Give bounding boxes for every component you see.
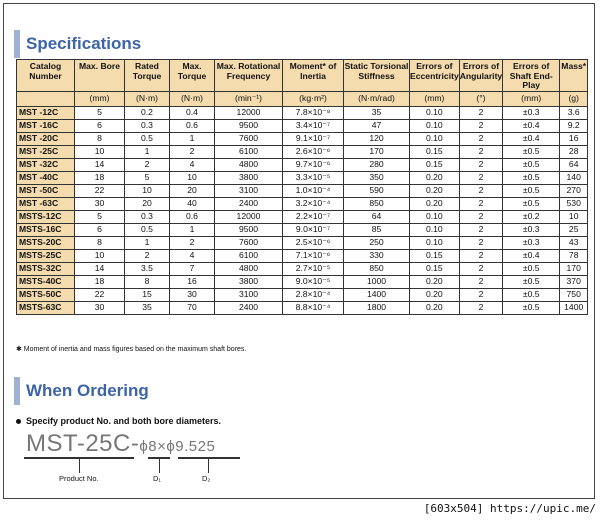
product-no-label: Product No. xyxy=(59,474,99,483)
table-cell: 8.8×10⁻⁴ xyxy=(283,301,344,314)
table-cell: 0.3 xyxy=(125,119,170,132)
document-page xyxy=(3,3,595,499)
table-cell: 1 xyxy=(170,223,215,236)
table-row xyxy=(17,132,588,145)
table-cell: 330 xyxy=(344,249,410,262)
table-cell: 3.3×10⁻⁵ xyxy=(283,171,344,184)
column-header: Moment* of Inertia xyxy=(283,60,344,92)
table-cell: 64 xyxy=(344,210,410,223)
table-cell: 0.20 xyxy=(410,197,460,210)
table-cell: 4800 xyxy=(215,158,283,171)
table-cell: 43 xyxy=(560,236,588,249)
table-cell: 20 xyxy=(125,197,170,210)
catalog-number-cell: MSTS-12C xyxy=(17,210,75,223)
table-cell: 0.6 xyxy=(170,210,215,223)
table-cell: 0.20 xyxy=(410,301,460,314)
catalog-number-cell: MSTS-25C xyxy=(17,249,75,262)
table-cell: 2.7×10⁻⁵ xyxy=(283,262,344,275)
table-cell: 18 xyxy=(75,275,125,288)
table-cell: 14 xyxy=(75,158,125,171)
table-cell: ±0.5 xyxy=(503,145,560,158)
catalog-number-cell: MST -63C xyxy=(17,197,75,210)
table-cell: ±0.5 xyxy=(503,301,560,314)
table-cell: 8 xyxy=(75,236,125,249)
heading-accent-bar xyxy=(14,377,20,405)
table-cell: 2 xyxy=(125,158,170,171)
table-footnote: ✱ Moment of inertia and mass figures based on the maximum shaft bores. xyxy=(16,346,247,353)
table-cell: 2400 xyxy=(215,197,283,210)
column-unit: (N·m) xyxy=(170,91,215,106)
table-cell: 10 xyxy=(560,210,588,223)
table-cell: 1000 xyxy=(344,275,410,288)
table-cell: 3800 xyxy=(215,171,283,184)
table-cell: 6 xyxy=(75,223,125,236)
table-cell: 6100 xyxy=(215,145,283,158)
table-cell: 70 xyxy=(170,301,215,314)
heading-accent-bar xyxy=(14,30,20,58)
table-cell: ±0.4 xyxy=(503,119,560,132)
table-cell: 350 xyxy=(344,171,410,184)
column-unit: (min⁻¹) xyxy=(215,91,283,106)
table-cell: 16 xyxy=(170,275,215,288)
instruction-text: Specify product No. and both bore diameters. xyxy=(26,416,222,426)
table-row xyxy=(17,171,588,184)
table-cell: 0.6 xyxy=(170,119,215,132)
table-cell: 3.2×10⁻⁴ xyxy=(283,197,344,210)
table-cell: 170 xyxy=(560,262,588,275)
table-cell: 2400 xyxy=(215,301,283,314)
table-row xyxy=(17,184,588,197)
table-cell: 5 xyxy=(125,171,170,184)
table-cell: 170 xyxy=(344,145,410,158)
table-cell: 530 xyxy=(560,197,588,210)
table-cell: 10 xyxy=(75,249,125,262)
table-cell: 8 xyxy=(125,275,170,288)
table-cell: ±0.3 xyxy=(503,223,560,236)
table-cell: 40 xyxy=(170,197,215,210)
table-row xyxy=(17,301,588,314)
column-unit: (mm) xyxy=(75,91,125,106)
column-header: Max. Rotational Frequency xyxy=(215,60,283,92)
table-cell: 2 xyxy=(459,210,502,223)
table-cell: 22 xyxy=(75,184,125,197)
table-cell: 2 xyxy=(459,288,502,301)
table-cell: 14 xyxy=(75,262,125,275)
table-cell: 7.8×10⁻⁸ xyxy=(283,106,344,119)
d1-leader xyxy=(159,459,160,473)
column-header: Errors of Eccentricity xyxy=(410,60,460,92)
table-cell: 35 xyxy=(344,106,410,119)
table-cell: 0.10 xyxy=(410,132,460,145)
watermark-text: [603x504] https://upic.me/ xyxy=(423,502,596,515)
table-cell: 2 xyxy=(459,184,502,197)
table-cell: 2 xyxy=(125,249,170,262)
table-cell: 0.4 xyxy=(170,106,215,119)
table-cell: 5 xyxy=(75,210,125,223)
column-header: Max. Torque xyxy=(170,60,215,92)
column-header: Catalog Number xyxy=(17,60,75,92)
d2-leader xyxy=(208,459,209,473)
table-row xyxy=(17,288,588,301)
table-cell: 85 xyxy=(344,223,410,236)
table-cell: 64 xyxy=(560,158,588,171)
table-cell: 0.5 xyxy=(125,223,170,236)
column-unit: (mm) xyxy=(410,91,460,106)
table-cell: 2 xyxy=(459,301,502,314)
table-cell: ±0.5 xyxy=(503,197,560,210)
table-cell: 2 xyxy=(459,106,502,119)
when-ordering-heading xyxy=(14,377,149,405)
table-cell: 0.10 xyxy=(410,106,460,119)
table-cell: 1400 xyxy=(560,301,588,314)
table-cell: 0.10 xyxy=(410,210,460,223)
catalog-number-cell: MSTS-32C xyxy=(17,262,75,275)
table-cell: 0.20 xyxy=(410,288,460,301)
table-row xyxy=(17,236,588,249)
column-unit: (g) xyxy=(560,91,588,106)
table-cell: 2.2×10⁻⁷ xyxy=(283,210,344,223)
table-cell: 8 xyxy=(75,132,125,145)
table-cell: ±0.4 xyxy=(503,132,560,145)
table-cell: 3.5 xyxy=(125,262,170,275)
column-unit: (mm) xyxy=(503,91,560,106)
table-cell: 0.3 xyxy=(125,210,170,223)
code-product: MST-25C- xyxy=(26,430,140,457)
table-cell: ±0.5 xyxy=(503,288,560,301)
table-cell: 0.10 xyxy=(410,119,460,132)
table-cell: 0.15 xyxy=(410,158,460,171)
table-cell: 850 xyxy=(344,197,410,210)
table-row xyxy=(17,249,588,262)
column-unit: (N·m/rad) xyxy=(344,91,410,106)
catalog-number-cell: MST -12C xyxy=(17,106,75,119)
table-cell: 1.0×10⁻⁴ xyxy=(283,184,344,197)
table-cell: 0.15 xyxy=(410,249,460,262)
table-cell: 9500 xyxy=(215,223,283,236)
table-cell: ±0.5 xyxy=(503,171,560,184)
table-cell: ±0.2 xyxy=(503,210,560,223)
table-cell: 2 xyxy=(459,223,502,236)
table-cell: 850 xyxy=(344,262,410,275)
table-cell: 280 xyxy=(344,158,410,171)
catalog-number-cell: MST -50C xyxy=(17,184,75,197)
table-cell: 0.5 xyxy=(125,132,170,145)
table-cell: 2 xyxy=(459,197,502,210)
table-cell: 9.7×10⁻⁶ xyxy=(283,158,344,171)
catalog-number-cell: MSTS-50C xyxy=(17,288,75,301)
table-row xyxy=(17,106,588,119)
column-header: Errors of Angularity xyxy=(459,60,502,92)
table-cell: 590 xyxy=(344,184,410,197)
table-row xyxy=(17,210,588,223)
table-cell: 2 xyxy=(459,249,502,262)
table-cell: 30 xyxy=(75,301,125,314)
table-row xyxy=(17,197,588,210)
table-cell: ±0.5 xyxy=(503,275,560,288)
table-cell: ±0.5 xyxy=(503,262,560,275)
table-cell: 3.6 xyxy=(560,106,588,119)
table-cell: 0.2 xyxy=(125,106,170,119)
table-cell: 250 xyxy=(344,236,410,249)
table-cell: 6 xyxy=(75,119,125,132)
table-cell: 2 xyxy=(459,171,502,184)
table-cell: 2 xyxy=(459,262,502,275)
table-cell: 9.1×10⁻⁷ xyxy=(283,132,344,145)
table-cell: 10 xyxy=(75,145,125,158)
d2-label: D₂ xyxy=(202,474,211,483)
catalog-number-cell: MST -16C xyxy=(17,119,75,132)
table-cell: 1 xyxy=(170,132,215,145)
table-cell: 15 xyxy=(125,288,170,301)
table-cell: 7600 xyxy=(215,132,283,145)
table-cell: 2.6×10⁻⁶ xyxy=(283,145,344,158)
table-cell: 10 xyxy=(170,171,215,184)
table-cell: 22 xyxy=(75,288,125,301)
table-row xyxy=(17,223,588,236)
table-cell: 2 xyxy=(459,158,502,171)
d2-underline xyxy=(178,457,240,459)
table-cell: 2 xyxy=(459,132,502,145)
catalog-number-cell: MST -40C xyxy=(17,171,75,184)
bullet-icon xyxy=(16,419,21,424)
table-cell: 3100 xyxy=(215,184,283,197)
table-cell: ±0.3 xyxy=(503,106,560,119)
code-d1: ϕ8 xyxy=(139,438,158,455)
table-cell: 7.1×10⁻⁶ xyxy=(283,249,344,262)
table-cell: 0.15 xyxy=(410,262,460,275)
table-cell: 12000 xyxy=(215,210,283,223)
table-row xyxy=(17,119,588,132)
catalog-number-cell: MSTS-40C xyxy=(17,275,75,288)
table-cell: 9.0×10⁻⁷ xyxy=(283,223,344,236)
catalog-number-cell: MST -20C xyxy=(17,132,75,145)
table-cell: 18 xyxy=(75,171,125,184)
column-unit xyxy=(17,91,75,106)
column-unit: (N·m) xyxy=(125,91,170,106)
table-cell: 2 xyxy=(459,275,502,288)
order-code-example xyxy=(26,430,215,458)
code-d2: ϕ9.525 xyxy=(166,438,216,455)
table-cell: 25 xyxy=(560,223,588,236)
table-cell: 2.8×10⁻⁴ xyxy=(283,288,344,301)
table-row xyxy=(17,145,588,158)
catalog-number-cell: MST -32C xyxy=(17,158,75,171)
specifications-table xyxy=(16,59,588,315)
table-cell: 5 xyxy=(75,106,125,119)
table-cell: 4 xyxy=(170,158,215,171)
table-cell: 140 xyxy=(560,171,588,184)
table-cell: 0.10 xyxy=(410,236,460,249)
table-cell: 1 xyxy=(125,236,170,249)
table-cell: 28 xyxy=(560,145,588,158)
table-cell: 7 xyxy=(170,262,215,275)
table-cell: 2.5×10⁻⁶ xyxy=(283,236,344,249)
table-cell: 750 xyxy=(560,288,588,301)
table-cell: 47 xyxy=(344,119,410,132)
table-cell: 35 xyxy=(125,301,170,314)
table-row xyxy=(17,275,588,288)
column-header: Static Torsional Stiffness xyxy=(344,60,410,92)
column-header: Errors of Shaft End-Play xyxy=(503,60,560,92)
catalog-number-cell: MSTS-20C xyxy=(17,236,75,249)
table-cell: 12000 xyxy=(215,106,283,119)
table-cell: 3.4×10⁻⁷ xyxy=(283,119,344,132)
ordering-instruction xyxy=(16,416,221,426)
table-cell: 1 xyxy=(125,145,170,158)
column-header: Rated Torque xyxy=(125,60,170,92)
table-cell: 270 xyxy=(560,184,588,197)
table-cell: 9.0×10⁻⁵ xyxy=(283,275,344,288)
table-cell: 4800 xyxy=(215,262,283,275)
table-cell: 1400 xyxy=(344,288,410,301)
section-title: When Ordering xyxy=(26,381,149,400)
table-cell: 9.2 xyxy=(560,119,588,132)
catalog-number-cell: MSTS-16C xyxy=(17,223,75,236)
section-title: Specifications xyxy=(26,34,142,53)
column-unit: (kg·m²) xyxy=(283,91,344,106)
table-cell: 370 xyxy=(560,275,588,288)
table-cell: 0.20 xyxy=(410,171,460,184)
table-cell: 16 xyxy=(560,132,588,145)
table-cell: 78 xyxy=(560,249,588,262)
table-cell: ±0.4 xyxy=(503,249,560,262)
d1-label: D₁ xyxy=(153,474,161,483)
table-cell: ±0.5 xyxy=(503,158,560,171)
column-unit: (°) xyxy=(459,91,502,106)
specifications-heading xyxy=(14,30,141,58)
table-cell: ±0.3 xyxy=(503,236,560,249)
table-cell: ±0.5 xyxy=(503,184,560,197)
column-header: Max. Bore xyxy=(75,60,125,92)
table-cell: 0.20 xyxy=(410,275,460,288)
table-cell: 30 xyxy=(75,197,125,210)
catalog-number-cell: MST -25C xyxy=(17,145,75,158)
table-cell: 3100 xyxy=(215,288,283,301)
table-cell: 7600 xyxy=(215,236,283,249)
table-cell: 0.20 xyxy=(410,184,460,197)
table-cell: 3800 xyxy=(215,275,283,288)
table-cell: 2 xyxy=(459,119,502,132)
table-cell: 2 xyxy=(170,236,215,249)
catalog-number-cell: MSTS-63C xyxy=(17,301,75,314)
code-times: × xyxy=(157,438,167,455)
table-cell: 1800 xyxy=(344,301,410,314)
table-cell: 2 xyxy=(170,145,215,158)
table-row xyxy=(17,158,588,171)
table-cell: 0.10 xyxy=(410,223,460,236)
table-cell: 120 xyxy=(344,132,410,145)
table-cell: 2 xyxy=(459,236,502,249)
table-cell: 10 xyxy=(125,184,170,197)
table-cell: 6100 xyxy=(215,249,283,262)
column-header: Mass* xyxy=(560,60,588,92)
product-leader xyxy=(79,459,80,473)
table-cell: 9500 xyxy=(215,119,283,132)
table-cell: 2 xyxy=(459,145,502,158)
table-cell: 0.15 xyxy=(410,145,460,158)
table-cell: 20 xyxy=(170,184,215,197)
table-cell: 30 xyxy=(170,288,215,301)
table-cell: 4 xyxy=(170,249,215,262)
table-row xyxy=(17,262,588,275)
